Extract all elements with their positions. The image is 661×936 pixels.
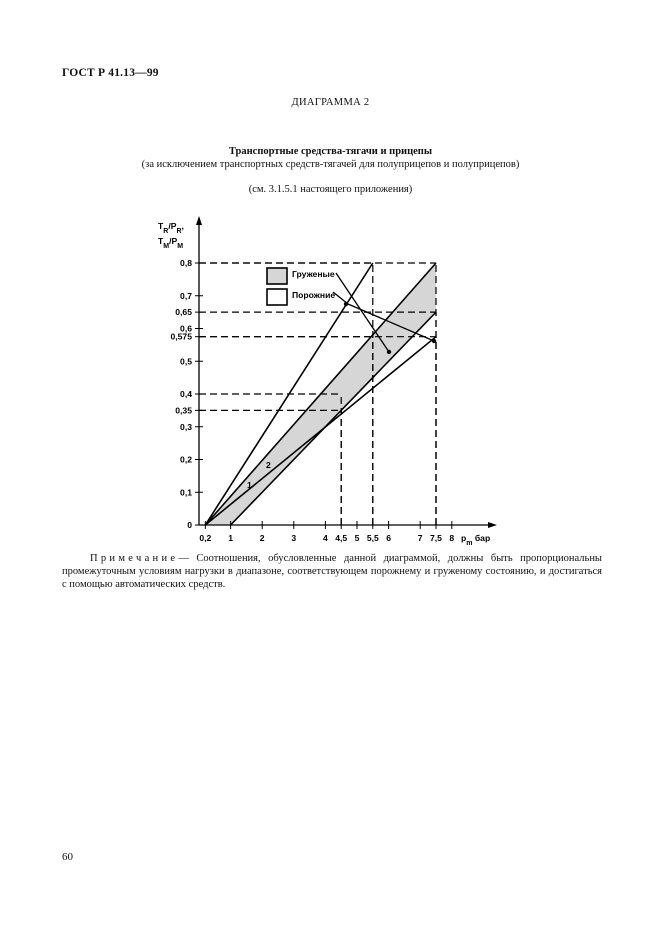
- x-tick-label: 5: [354, 533, 360, 543]
- legend-point-marker: [344, 302, 348, 306]
- x-tick-label: 4,5: [335, 533, 348, 543]
- diagram-number: ДИАГРАММА 2: [291, 97, 370, 108]
- legend-loaded-swatch: [267, 268, 287, 284]
- y-tick-label: 0,5: [180, 356, 192, 367]
- y-tick-label: 0,3: [180, 421, 192, 432]
- legend-loaded-label: Груженые: [292, 269, 335, 279]
- y-tick-label: 0,65: [175, 307, 192, 318]
- x-tick-label: 4: [323, 533, 328, 543]
- y-tick-label: 0,6: [180, 323, 192, 334]
- y-axis-arrow: [196, 216, 202, 225]
- x-tick-label: 1: [228, 533, 233, 543]
- x-axis-title: $p_m$ бар: [461, 533, 491, 547]
- legend-unloaded-marker: [432, 339, 436, 343]
- y-tick-label: 0,8: [180, 258, 192, 268]
- y-tick-label: 0,4: [180, 389, 192, 399]
- x-tick-label: 2: [259, 533, 265, 543]
- page-number: 60: [62, 851, 73, 863]
- x-tick-label: 7,5: [430, 533, 442, 543]
- document-code: ГОСТ Р 41.13—99: [62, 67, 159, 79]
- x-axis-arrow: [488, 522, 497, 528]
- y-tick-label: 0,7: [180, 290, 192, 301]
- y-tick-label: 0,575: [170, 331, 192, 342]
- x-tick-label: 3: [291, 533, 297, 543]
- y-tick-label: 0: [187, 520, 192, 530]
- x-tick-label: 6: [386, 533, 391, 543]
- x-tick-label: 5,5: [366, 533, 379, 543]
- band-label: 1: [247, 480, 252, 490]
- diagram-subtitle: (за исключением транспортных средств-тягачей для полуприцепов и полуприцепов): [141, 159, 520, 170]
- band-label: 2: [266, 460, 271, 470]
- y-axis-title-line2: $T_M/P_M$: [158, 236, 184, 250]
- note-text: — Соотношения, обусловленные данной диаграммой, должны быть пропорциональны промежуточным условиям нагрузки в диапазоне, соответствующем порожнему и груженому состоянию, и достигаться с помощью автоматических средств.: [62, 553, 602, 590]
- y-axis-title-line1: $T_R/P_R$,: [158, 221, 184, 235]
- loaded-band-lower-line: [231, 312, 436, 525]
- unloaded-band-lower-line: [205, 337, 436, 525]
- y-tick-label: 0,1: [180, 487, 192, 498]
- legend-unloaded-swatch: [267, 289, 287, 305]
- x-tick-label: 0,2: [199, 533, 212, 543]
- diagram-title: Транспортные средства-тягачи и прицепы: [228, 146, 433, 157]
- y-tick-label: 0,35: [175, 405, 192, 416]
- y-tick-label: 0,2: [180, 454, 192, 465]
- x-tick-label: 8: [449, 533, 455, 543]
- diagram-reference: (см. 3.1.5.1 настоящего приложения): [248, 184, 413, 195]
- note-lead: Примечание: [90, 553, 179, 564]
- note-paragraph: [62, 552, 602, 591]
- x-tick-label: 7: [417, 533, 423, 543]
- loaded-band-upper-line: [205, 263, 436, 525]
- legend-unloaded-label: Порожние: [292, 290, 336, 300]
- legend-loaded-marker: [387, 350, 391, 354]
